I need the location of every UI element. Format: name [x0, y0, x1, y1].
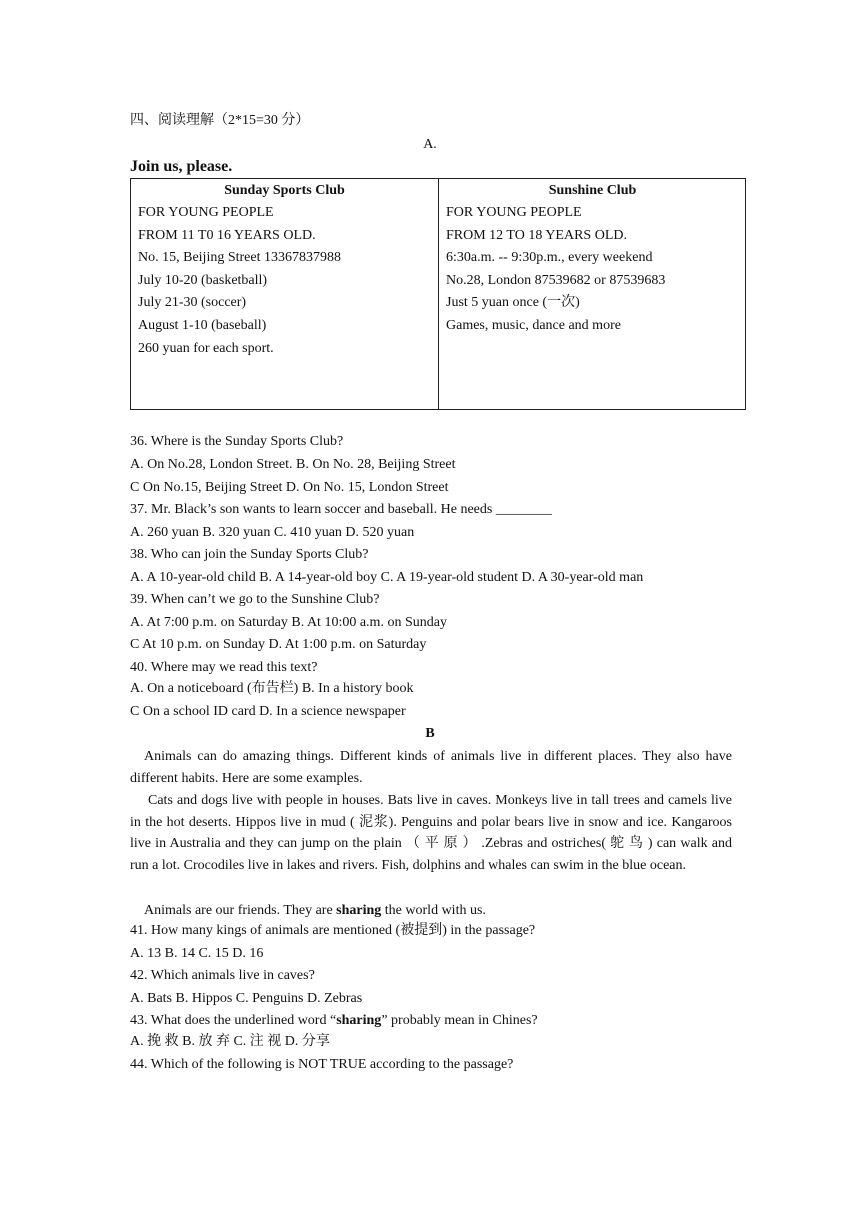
- question-41-options: A. 13 B. 14 C. 15 D. 16: [130, 946, 264, 961]
- question-39-options-cd: C At 10 p.m. on Sunday D. At 1:00 p.m. on Saturday: [130, 637, 427, 652]
- question-36-options-ab: A. On No.28, London Street. B. On No. 28, Beijing Street: [130, 457, 456, 472]
- table-row: 260 yuan for each sport.: [138, 340, 274, 356]
- question-39-options-ab: A. At 7:00 p.m. on Saturday B. At 10:00 a.m. on Sunday: [130, 615, 447, 630]
- table-row: July 21-30 (soccer): [138, 295, 247, 311]
- sunday-sports-club-column: [131, 179, 438, 360]
- keyword-sharing: sharing: [336, 903, 382, 918]
- part-b-label: B: [425, 726, 435, 741]
- passage-paragraph-2-text: Cats and dogs live with people in houses. Bats live in caves. Monkeys live in tall trees and camels live in the hot deserts. Hippos live in mud ( 泥浆). Penguins and polar bears live in snow and ice. Kangaroos live in Australia and they can jump on the plain （ 平 原 ） .Zebras and ostriches( 鸵 鸟 ) can walk and run a lot. Crocodiles live in lakes and rivers. Fish, dolphins and whales can swim in the blue ocean.: [130, 793, 732, 873]
- table-row: No. 15, Beijing Street 13367837988: [138, 250, 341, 266]
- sunday-sports-club-header: Sunday Sports Club: [224, 183, 345, 198]
- table-row: Games, music, dance and more: [446, 317, 621, 333]
- question-38: 38. Who can join the Sunday Sports Club?: [130, 547, 369, 562]
- passage-paragraph-2: [130, 790, 732, 876]
- question-43-after: ” probably mean in Chines?: [381, 1013, 538, 1028]
- passage-paragraph-1-text: Animals can do amazing things. Different kinds of animals live in different places. They also have different habits. Here are some examples.: [130, 749, 732, 786]
- table-row: July 10-20 (basketball): [138, 272, 268, 288]
- question-37: 37. Mr. Black’s son wants to learn soccer and baseball. He needs ________: [130, 502, 552, 517]
- question-40-options-cd: C On a school ID card D. In a science newspaper: [130, 704, 406, 719]
- part-a-label: A.: [423, 137, 437, 152]
- table-row: August 1-10 (baseball): [138, 317, 267, 333]
- clubs-table: [130, 178, 746, 410]
- question-36: 36. Where is the Sunday Sports Club?: [130, 434, 344, 449]
- question-42: 42. Which animals live in caves?: [130, 968, 315, 983]
- table-row: FROM 11 T0 16 YEARS OLD.: [138, 227, 316, 243]
- table-row: FROM 12 TO 18 YEARS OLD.: [446, 227, 627, 243]
- question-44: 44. Which of the following is NOT TRUE according to the passage?: [130, 1057, 514, 1072]
- question-40-options-ab: A. On a noticeboard (布告栏) B. In a history book: [130, 681, 414, 696]
- table-row: FOR YOUNG PEOPLE: [138, 205, 274, 220]
- question-43: [130, 1012, 538, 1030]
- section-heading: 四、阅读理解（2*15=30 分）: [130, 113, 310, 128]
- table-row: 6:30a.m. -- 9:30p.m., every weekend: [446, 250, 653, 266]
- question-37-options: A. 260 yuan B. 320 yuan C. 410 yuan D. 520 yuan: [130, 525, 415, 540]
- sunshine-club-column: [439, 179, 746, 338]
- passage-paragraph-3-after: the world with us.: [381, 903, 486, 918]
- question-42-options: A. Bats B. Hippos C. Penguins D. Zebras: [130, 991, 363, 1006]
- question-39: 39. When can’t we go to the Sunshine Club?: [130, 592, 380, 607]
- question-38-options: A. A 10-year-old child B. A 14-year-old boy C. A 19-year-old student D. A 30-year-old man: [130, 570, 644, 585]
- question-36-options-cd: C On No.15, Beijing Street D. On No. 15, London Street: [130, 480, 449, 495]
- question-43-before: 43. What does the underlined word “: [130, 1013, 337, 1028]
- sunshine-club-header: Sunshine Club: [548, 183, 637, 198]
- question-43-keyword: sharing: [336, 1013, 382, 1028]
- table-row: No.28, London 87539682 or 87539683: [446, 272, 666, 288]
- passage-paragraph-3-before: Animals are our friends. They are: [144, 903, 337, 918]
- join-title: Join us, please.: [130, 158, 233, 175]
- passage-paragraph-3: [130, 900, 732, 922]
- question-40: 40. Where may we read this text?: [130, 660, 318, 675]
- question-41: 41. How many kings of animals are mentioned (被提到) in the passage?: [130, 923, 536, 938]
- table-row: FOR YOUNG PEOPLE: [446, 205, 582, 220]
- passage-paragraph-1: [130, 746, 732, 789]
- question-43-options: A. 挽 救 B. 放 弃 C. 注 视 D. 分享: [130, 1034, 330, 1049]
- table-row: Just 5 yuan once (一次): [446, 295, 580, 311]
